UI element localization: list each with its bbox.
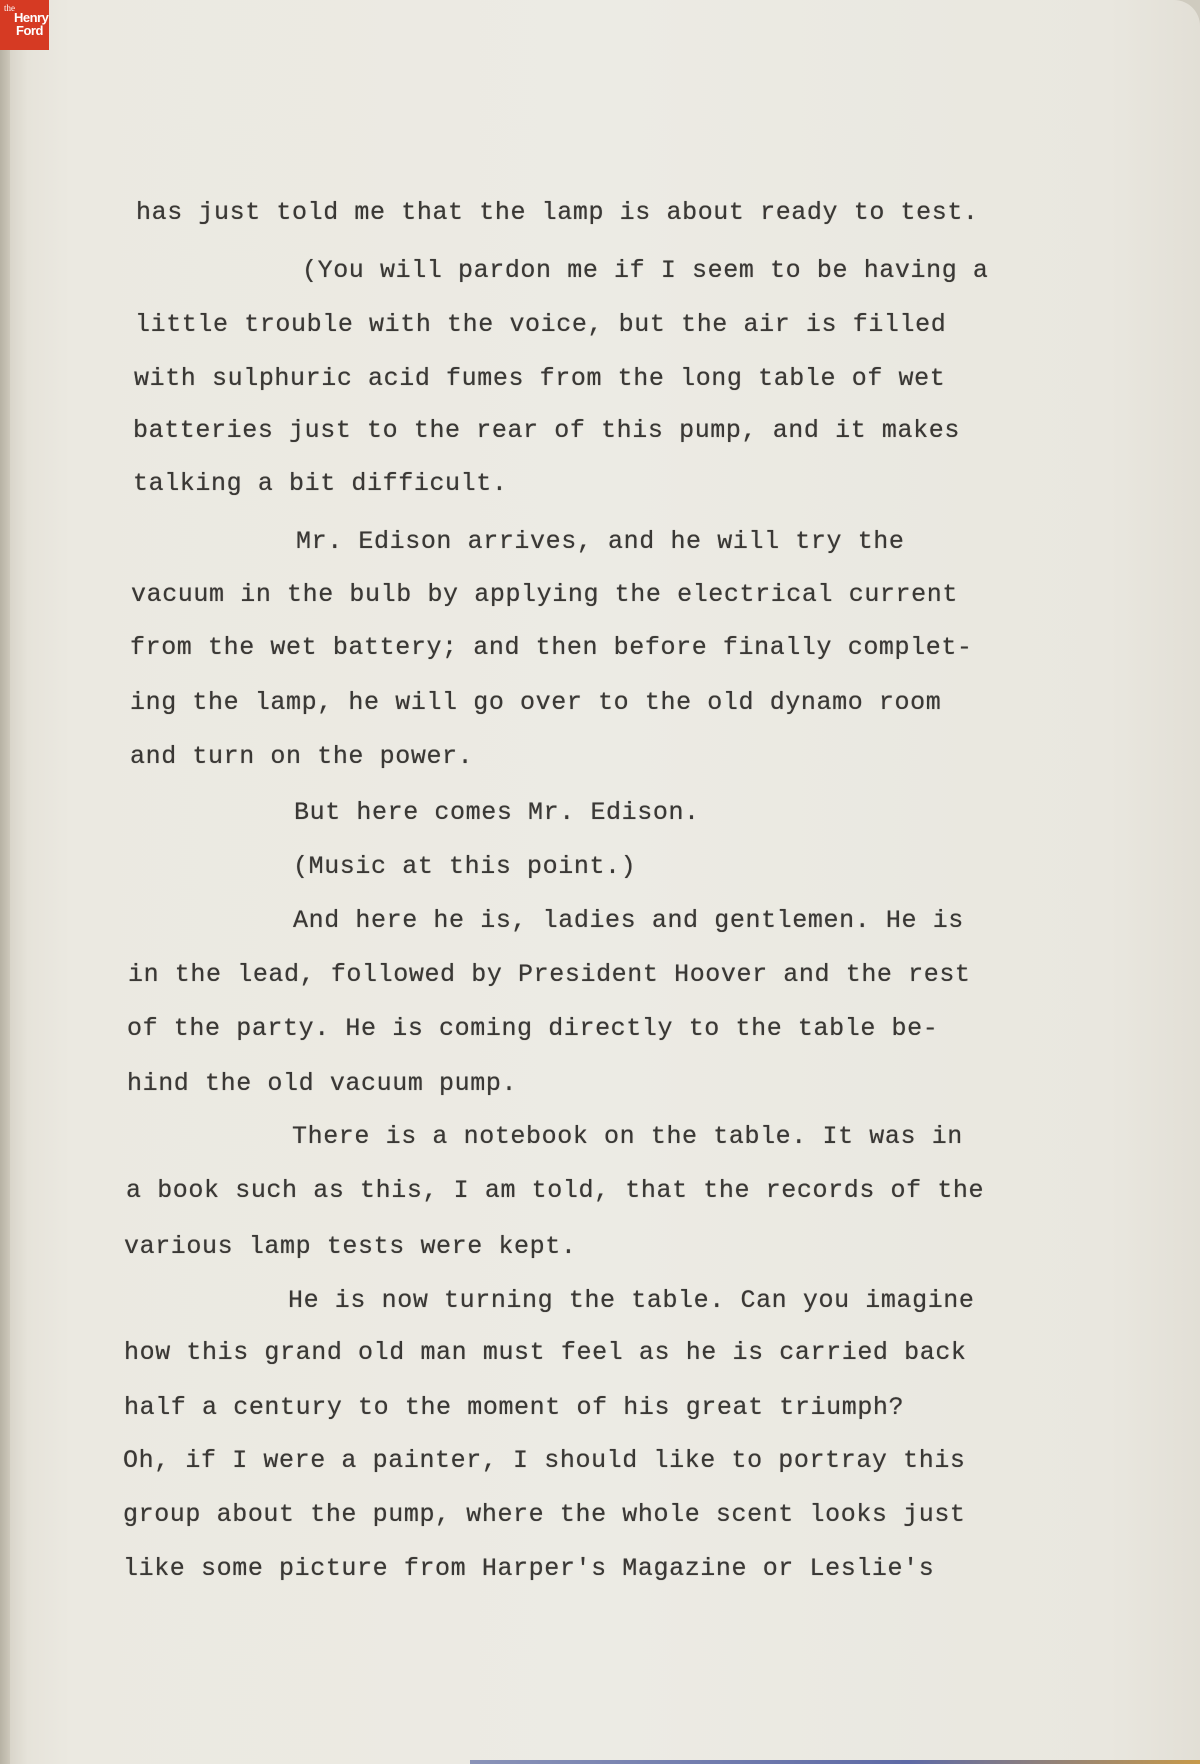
text-line: batteries just to the rear of this pump, and it makes	[133, 416, 960, 445]
text-line: various lamp tests were kept.	[124, 1232, 577, 1261]
text-line: how this grand old man must feel as he is carried back	[124, 1338, 967, 1367]
text-line: has just told me that the lamp is about ready to test.	[136, 198, 979, 227]
text-line: of the party. He is coming directly to the table be-	[127, 1014, 939, 1043]
text-line: hind the old vacuum pump.	[127, 1069, 518, 1098]
text-line: half a century to the moment of his great triumph?	[124, 1393, 905, 1422]
text-line: And here he is, ladies and gentlemen. He is	[293, 906, 964, 935]
text-line: like some picture from Harper's Magazine or Leslie's	[123, 1554, 935, 1583]
logo-text-the: the	[4, 3, 15, 13]
text-line: (You will pardon me if I seem to be having a	[302, 256, 989, 285]
text-line: talking a bit difficult.	[133, 469, 508, 498]
text-line: There is a notebook on the table. It was in	[292, 1122, 963, 1151]
text-line: Oh, if I were a painter, I should like to portray this	[123, 1446, 966, 1475]
logo-text-ford: Ford	[16, 23, 43, 38]
text-line: with sulphuric acid fumes from the long table of wet	[134, 364, 946, 393]
text-line: But here comes Mr. Edison.	[294, 798, 700, 827]
text-line: in the lead, followed by President Hoover and the rest	[128, 960, 971, 989]
text-line: He is now turning the table. Can you imagine	[288, 1286, 975, 1315]
text-line: little trouble with the voice, but the air is filled	[135, 310, 947, 339]
text-line: and turn on the power.	[130, 742, 474, 771]
logo-text-henry: Henry	[14, 10, 49, 25]
text-line: Mr. Edison arrives, and he will try the	[296, 527, 905, 556]
text-line: group about the pump, where the whole scent looks just	[123, 1500, 966, 1529]
text-line: (Music at this point.)	[293, 852, 637, 881]
text-line: from the wet battery; and then before finally complet-	[130, 633, 973, 662]
text-line: ing the lamp, he will go over to the old dynamo room	[130, 688, 942, 717]
text-line: vacuum in the bulb by applying the electrical current	[131, 580, 958, 609]
text-line: a book such as this, I am told, that the records of the	[126, 1176, 985, 1205]
